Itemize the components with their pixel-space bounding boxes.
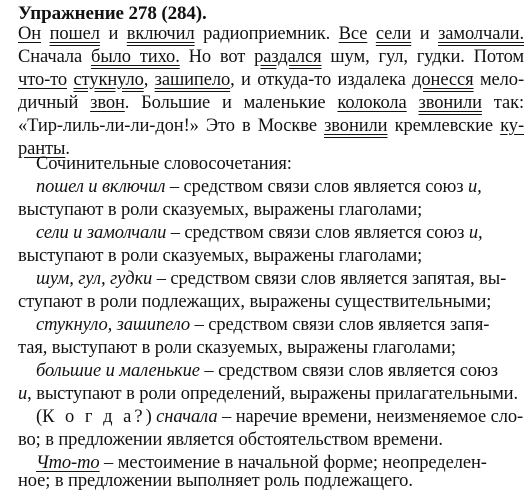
subheading: Сочинительные словосочетания:	[36, 154, 292, 174]
conjunction: и	[18, 384, 28, 404]
subject-word: ранты	[18, 139, 66, 159]
phrase-line-2a	[36, 222, 524, 245]
note-line-2b: ное; в предложении выполняет роль подлежащего.	[18, 471, 413, 491]
subject-word: колокола	[337, 93, 407, 113]
phrase-line-1a	[36, 176, 524, 199]
text-word: и	[108, 24, 119, 44]
text-line-1	[18, 23, 524, 46]
text-word: и	[419, 24, 430, 44]
phrase: пошел и включил	[36, 177, 166, 197]
phrase: шум, гул, гудки	[36, 269, 153, 289]
subject-word: Все	[338, 24, 368, 44]
paren-open: (	[36, 407, 43, 427]
phrase-line-5a	[36, 360, 498, 383]
phrase-desc: – средством связи слов является союз	[166, 223, 469, 243]
paren-close: )	[145, 407, 152, 427]
predicate-word: звонили	[324, 116, 388, 136]
phrase: стукнуло, зашипело	[36, 315, 191, 335]
phrase-line-4a	[36, 314, 489, 337]
conjunction: и,	[467, 177, 482, 197]
phrase-line-3a	[36, 268, 506, 291]
predicate-word: сели	[375, 24, 412, 44]
phrase-desc: – средством связи слов является союз	[165, 177, 468, 197]
note-text: – наречие времени, неизменяемое сло-	[217, 407, 524, 427]
text-word: Но вот	[188, 47, 246, 67]
text-word: «Тир-лиль-ли-ли-дон!» Это в Москве	[18, 116, 317, 136]
phrase-desc: , выступают в роли определений, выражены прилагательными.	[27, 384, 519, 404]
text-word: шум, гул, гудки. Потом	[330, 47, 524, 67]
analyzed-word: сначала	[156, 407, 218, 427]
text-word: .	[65, 139, 70, 159]
phrase-line-2b: выступают в роли сказуемых, выражены глаголами;	[18, 246, 423, 266]
text-word: Сначала	[18, 47, 83, 67]
subject-word: ку-	[500, 116, 525, 136]
predicate-word: включил	[126, 24, 195, 44]
text-word: . Большие и маленькие	[124, 93, 326, 113]
phrase-desc: – средством связи слов является запя-	[190, 315, 490, 335]
text-word: так:	[493, 93, 525, 113]
predicate-word: раздался	[254, 47, 322, 67]
conjunction: и,	[468, 223, 483, 243]
text-line-4	[18, 92, 524, 115]
text-word: дичный	[18, 93, 79, 113]
predicate-word: звонили	[418, 93, 482, 113]
note-text: – местоимение в начальной форме; неопределен-	[99, 453, 487, 473]
text-line-5	[18, 115, 524, 138]
text-word: , и откуда-то издалека	[230, 70, 406, 90]
phrase-line-1b: выступают в роли сказуемых, выражены глаголами;	[18, 200, 423, 220]
subject-word: звон	[90, 93, 125, 113]
note-line-1b: во; в предложении является обстоятельством времени.	[18, 430, 443, 450]
predicate-word: стукнуло	[73, 70, 144, 90]
subject-word: Он	[18, 24, 42, 44]
predicate-word: замолчали.	[438, 24, 524, 44]
predicate-word: донесся	[412, 70, 474, 90]
text-word: ,	[143, 70, 149, 90]
phrase: сели и замолчали	[36, 223, 167, 243]
question-word: К о г д а?	[42, 407, 146, 427]
text-word: радиоприемник.	[203, 24, 331, 44]
phrase-line-4b: тая, выступают в роли сказуемых, выражены глаголами;	[18, 338, 456, 358]
phrase-desc: – средством связи слов является запятая, вы-	[152, 269, 507, 289]
predicate-word: зашипело	[154, 70, 231, 90]
phrase-desc: – средством связи слов является союз	[199, 361, 498, 381]
subject-word: что-то	[18, 70, 68, 90]
predicate-word: пошел	[49, 24, 100, 44]
phrase-line-3b: ступают в роли подлежащих, выражены существительными;	[18, 292, 492, 312]
exercise-heading: Упражнение 278 (284).	[18, 3, 207, 24]
predicate-word: было тихо.	[91, 47, 180, 67]
text-word: мело-	[479, 70, 525, 90]
text-line-2	[18, 46, 524, 69]
phrase: большие и маленькие	[36, 361, 200, 381]
text-word: кремлевские	[394, 116, 494, 136]
note-line-1a	[36, 406, 523, 429]
text-line-3	[18, 69, 524, 92]
analyzed-word: Что-то	[36, 453, 100, 473]
phrase-line-5b	[18, 383, 518, 406]
